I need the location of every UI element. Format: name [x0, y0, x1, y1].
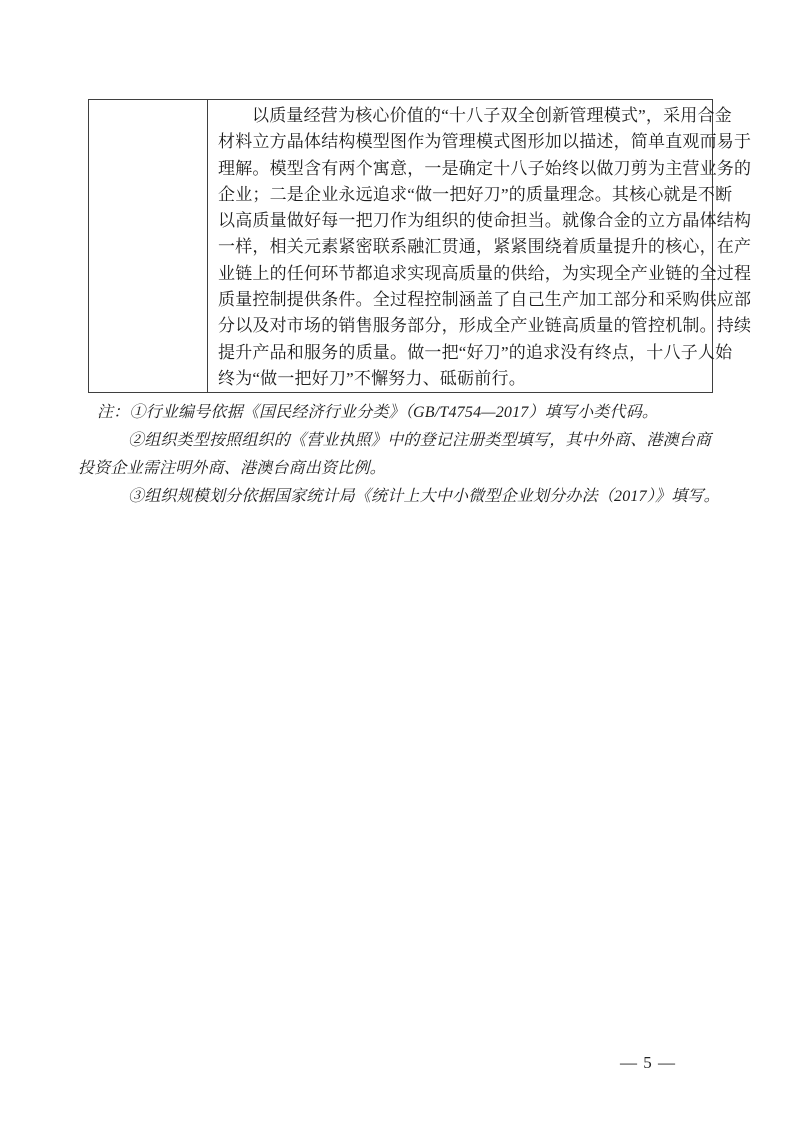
table-text-line: 一样，相关元素紧密联系融汇贯通，紧紧围绕着质量提升的核心，在产 — [218, 237, 752, 257]
table-text-line: 业链上的任何环节都追求实现高质量的供给，为实现全产业链的全过程 — [218, 263, 752, 283]
table-text-line: 分以及对市场的销售服务部分，形成全产业链高质量的管控机制。持续 — [218, 316, 752, 336]
table-text-line: 以高质量做好每一把刀作为组织的使命担当。就像合金的立方晶体结构 — [218, 211, 752, 231]
note-line-2-wrap: 投资企业需注明外商、港澳台商出资比例。 — [78, 460, 386, 477]
note-line-2: ②组织类型按照组织的《营业执照》中的登记注册类型填写，其中外商、港澳台商 — [128, 432, 712, 449]
table-text-line: 理解。模型含有两个寓意，一是确定十八子始终以做刀剪为主营业务的 — [218, 158, 752, 178]
table-text-line: 质量控制提供条件。全过程控制涵盖了自己生产加工部分和采购供应部 — [218, 290, 752, 310]
data-table — [88, 99, 752, 393]
note-line-3: ③组织规模划分依据国家统计局《统计上大中小微型企业划分办法（2017）》填写。 — [128, 488, 720, 505]
page-number: — 5 — — [620, 1053, 676, 1072]
table-right-cell — [208, 100, 757, 392]
notes-section — [78, 399, 726, 511]
table-text-line: 材料立方晶体结构模型图作为管理模式图形加以描述，简单直观而易于 — [218, 132, 752, 152]
table-text-line: 提升产品和服务的质量。做一把“好刀”的追求没有终点，十八子人始 — [218, 342, 733, 362]
note-line-1: 注：①行业编号依据《国民经济行业分类》（GB/T4754—2017）填写小类代码。 — [97, 404, 659, 421]
table-text-line: 以质量经营为核心价值的“十八子双全创新管理模式”，采用合金 — [252, 106, 732, 125]
table-text-line: 终为“做一把好刀”不懈努力、砥砺前行。 — [218, 368, 526, 388]
table-left-cell — [89, 100, 208, 392]
table-text-line: 企业；二是企业永远追求“做一把好刀”的质量理念。其核心就是不断 — [218, 184, 733, 204]
